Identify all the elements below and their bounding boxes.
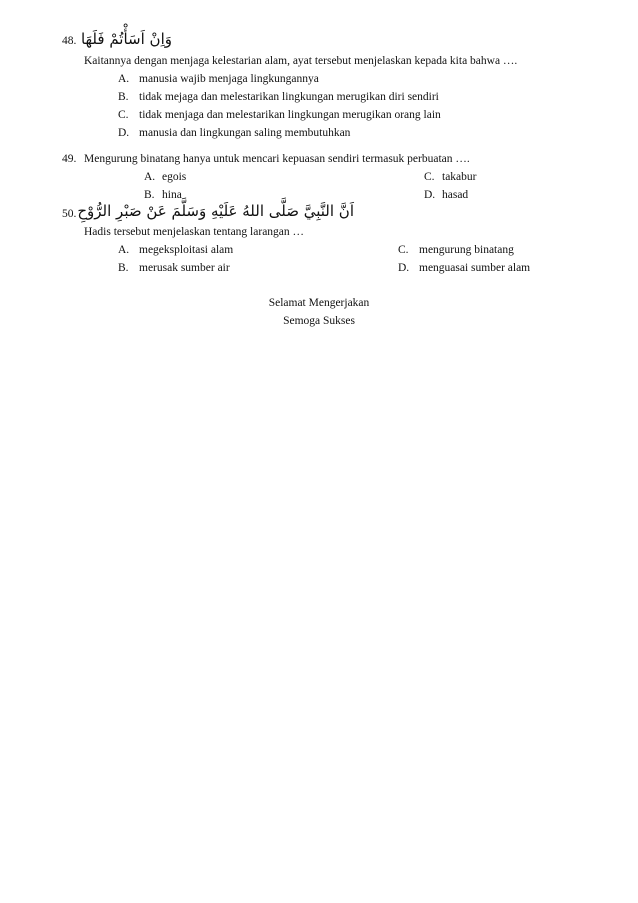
option-letter: D. [398, 262, 410, 274]
question-number: 49. [62, 153, 77, 165]
question-number: 50. [62, 208, 77, 220]
arabic-verse: وَاِنْ اَسَأْتُمْ فَلَهَا [80, 30, 172, 48]
option-letter: D. [118, 127, 130, 139]
option-text: egois [162, 171, 187, 183]
option-letter: B. [144, 189, 155, 201]
option-letter: A. [144, 171, 156, 183]
option-text: mengurung binatang [419, 244, 514, 256]
option-text: manusia wajib menjaga lingkungannya [139, 73, 319, 85]
hadith-text: اَنَّ النَّبِيَّ صَلَّى اللهُ عَلَيْهِ وَسَلَّمَ عَنْ صَبْرِ الرُّوْحِ [77, 202, 354, 220]
option-letter: D. [424, 189, 436, 201]
option-text: menguasai sumber alam [419, 262, 531, 274]
option-text: takabur [442, 171, 477, 183]
option-text: tidak menjaga dan melestarikan lingkungan merugikan orang lain [139, 109, 441, 121]
question-text: Mengurung binatang hanya untuk mencari kepuasan sendiri termasuk perbuatan …. [84, 153, 470, 165]
option-text: manusia dan lingkungan saling membutuhkan [139, 127, 351, 139]
option-text: hasad [442, 189, 469, 201]
option-letter: C. [118, 109, 129, 121]
option-text: megeksploitasi alam [139, 244, 234, 256]
closing-line-1: Selamat Mengerjakan [268, 297, 370, 309]
option-letter: C. [424, 171, 435, 183]
question-number: 48. [62, 35, 77, 47]
question-text: Hadis tersebut menjelaskan tentang larangan … [84, 226, 305, 238]
option-text: hina [162, 189, 182, 201]
option-letter: B. [118, 91, 129, 103]
question-text: Kaitannya dengan menjaga kelestarian alam, ayat tersebut menjelaskan kepada kita bahwa …. [84, 55, 518, 67]
option-text: merusak sumber air [139, 262, 230, 274]
closing-line-2: Semoga Sukses [283, 315, 355, 327]
option-text: tidak mejaga dan melestarikan lingkungan merugikan diri sendiri [139, 91, 439, 103]
option-letter: C. [398, 244, 409, 256]
option-letter: A. [118, 244, 130, 256]
option-letter: A. [118, 73, 130, 85]
option-letter: B. [118, 262, 129, 274]
